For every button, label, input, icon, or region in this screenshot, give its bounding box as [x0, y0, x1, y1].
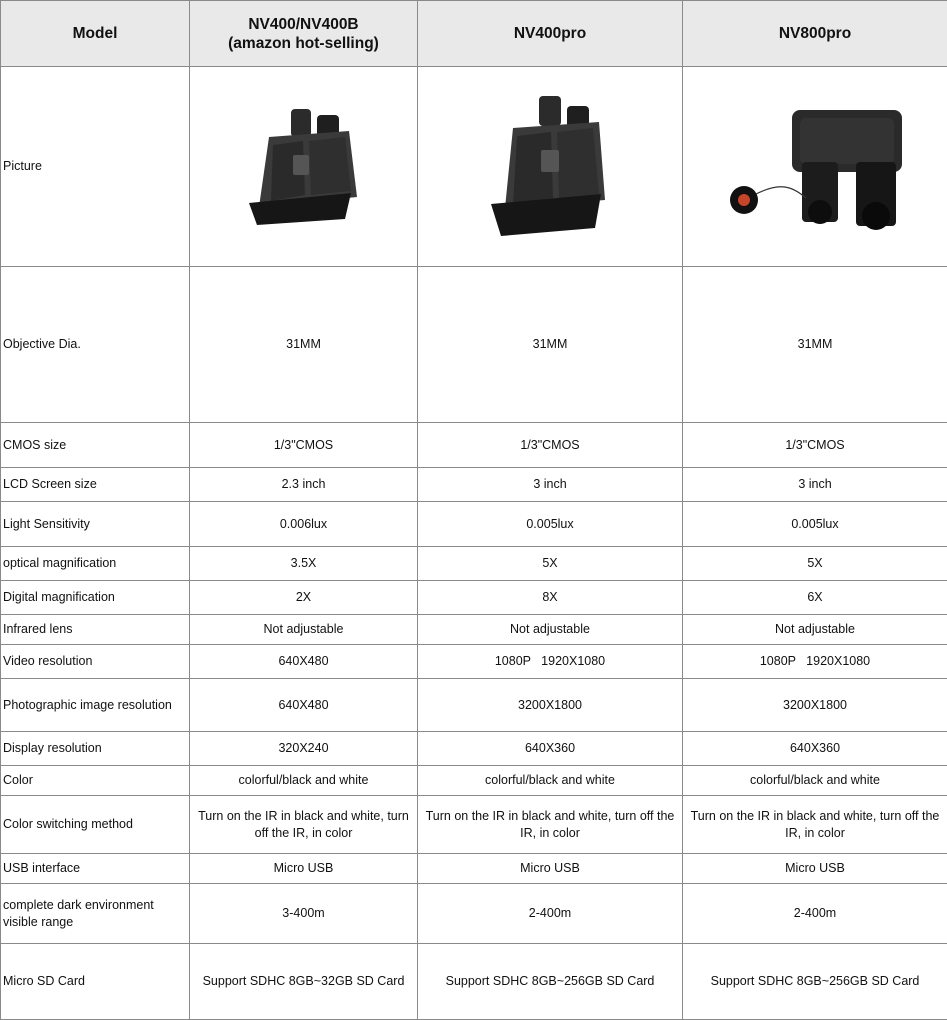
row-value: Turn on the IR in black and white, turn off the IR, in color	[190, 796, 418, 854]
row-value: 31MM	[190, 267, 418, 423]
row-value: 2X	[190, 581, 418, 615]
row-value: colorful/black and white	[418, 766, 683, 796]
table-row	[1, 679, 947, 732]
row-value: 31MM	[683, 267, 947, 423]
row-value: Micro USB	[418, 854, 683, 884]
row-value: 0.006lux	[190, 502, 418, 547]
table-row	[1, 884, 947, 944]
row-label: Picture	[1, 67, 190, 267]
row-value: 0.005lux	[418, 502, 683, 547]
picture-cell-nv400pro	[418, 67, 683, 267]
row-value: 6X	[683, 581, 947, 615]
row-value: 640X480	[190, 645, 418, 679]
row-value: Not adjustable	[418, 615, 683, 645]
table-row	[1, 615, 947, 645]
table-row	[1, 547, 947, 581]
row-label: Photographic image resolution	[1, 679, 190, 732]
row-label: Micro SD Card	[1, 944, 190, 1020]
row-value: 1/3"CMOS	[190, 423, 418, 468]
model-note: (amazon hot-selling)	[228, 34, 379, 52]
row-value: 3 inch	[418, 468, 683, 502]
row-label: Color	[1, 766, 190, 796]
row-label: CMOS size	[1, 423, 190, 468]
row-value: 1080P 1920X1080	[418, 645, 683, 679]
table-row	[1, 581, 947, 615]
row-value: 31MM	[418, 267, 683, 423]
row-value: 1/3"CMOS	[683, 423, 947, 468]
row-value: colorful/black and white	[683, 766, 947, 796]
row-value: 2.3 inch	[190, 468, 418, 502]
row-value: Micro USB	[683, 854, 947, 884]
picture-row	[1, 67, 947, 267]
row-value: 320X240	[190, 732, 418, 766]
row-value: 1080P 1920X1080	[683, 645, 947, 679]
row-value: Not adjustable	[683, 615, 947, 645]
row-label: complete dark environment visible range	[1, 884, 190, 944]
row-value: 640X480	[190, 679, 418, 732]
model-header-nv400	[190, 1, 418, 67]
row-value: Support SDHC 8GB~256GB SD Card	[418, 944, 683, 1020]
row-value: Micro USB	[190, 854, 418, 884]
table-row	[1, 796, 947, 854]
row-value: 2-400m	[683, 884, 947, 944]
header-row	[1, 1, 947, 67]
row-label: Digital magnification	[1, 581, 190, 615]
row-value: Support SDHC 8GB~256GB SD Card	[683, 944, 947, 1020]
model-name: NV400pro	[513, 25, 587, 42]
row-value: 1/3"CMOS	[418, 423, 683, 468]
table-row	[1, 645, 947, 679]
row-value: Turn on the IR in black and white, turn off the IR, in color	[683, 796, 947, 854]
row-value: Turn on the IR in black and white, turn off the IR, in color	[418, 796, 683, 854]
table-row	[1, 423, 947, 468]
row-value: 3200X1800	[683, 679, 947, 732]
model-name: NV400/NV400B	[248, 15, 359, 33]
row-label: optical magnification	[1, 547, 190, 581]
binoculars-nv400-icon	[239, 107, 369, 227]
row-value: 0.005lux	[683, 502, 947, 547]
row-value: colorful/black and white	[190, 766, 418, 796]
row-value: 2-400m	[418, 884, 683, 944]
row-value: Support SDHC 8GB~32GB SD Card	[190, 944, 418, 1020]
table-row	[1, 732, 947, 766]
table-row	[1, 468, 947, 502]
model-header-cell: Model	[1, 1, 190, 67]
row-label: Display resolution	[1, 732, 190, 766]
model-header-nv400pro	[418, 1, 683, 67]
table-row	[1, 766, 947, 796]
model-header-nv800pro	[683, 1, 947, 67]
row-value: 640X360	[418, 732, 683, 766]
picture-cell-nv400	[190, 67, 418, 267]
binoculars-nv800pro-icon	[720, 102, 910, 232]
row-value: 5X	[418, 547, 683, 581]
row-value: 5X	[683, 547, 947, 581]
row-value: 3200X1800	[418, 679, 683, 732]
row-label: Infrared lens	[1, 615, 190, 645]
row-label: USB interface	[1, 854, 190, 884]
row-label: Color switching method	[1, 796, 190, 854]
binoculars-nv400pro-icon	[485, 92, 615, 242]
row-value: 3.5X	[190, 547, 418, 581]
model-name: NV800pro	[778, 25, 852, 42]
row-label: Video resolution	[1, 645, 190, 679]
picture-cell-nv800pro	[683, 67, 947, 267]
row-value: 3-400m	[190, 884, 418, 944]
row-value: 640X360	[683, 732, 947, 766]
row-label: Light Sensitivity	[1, 502, 190, 547]
row-label: LCD Screen size	[1, 468, 190, 502]
row-value: 8X	[418, 581, 683, 615]
table-row	[1, 267, 947, 423]
row-value: Not adjustable	[190, 615, 418, 645]
table-row	[1, 502, 947, 547]
table-row	[1, 944, 947, 1020]
table-row	[1, 854, 947, 884]
row-value: 3 inch	[683, 468, 947, 502]
row-label: Objective Dia.	[1, 267, 190, 423]
